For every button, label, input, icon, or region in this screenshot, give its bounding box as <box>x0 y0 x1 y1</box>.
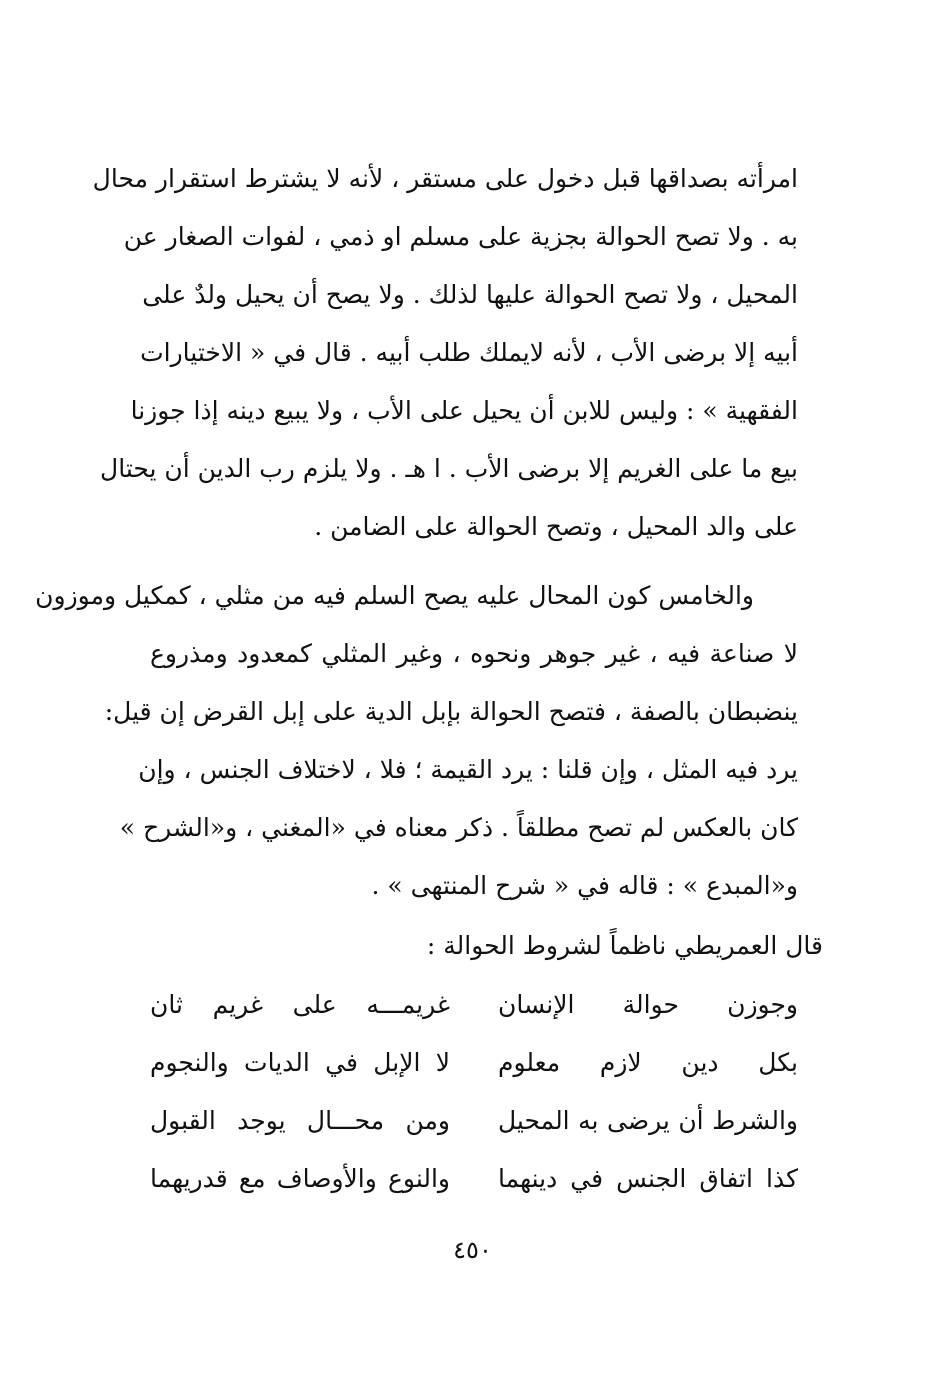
text-line: المحيل ، ولا تصح الحوالة عليها لذلك . ولا يصح أن يحيل ولدٌ على <box>142 280 798 309</box>
text-line: يرد فيه المثل ، وإن قلنا : يرد القيمة ؛ فلا ، لاختلاف الجنس ، وإن <box>138 755 798 784</box>
poem-second-hemistich: غريمـــه على غريم ثان <box>150 990 450 1019</box>
poem-first-hemistich: والشرط أن يرضى به المحيل <box>498 1106 798 1135</box>
poem-second-hemistich: والنوع والأوصاف مع قدريهما <box>150 1164 450 1193</box>
poem-first-hemistich: وجوزن حوالة الإنسان <box>498 990 798 1019</box>
page-number: ٤٥٠ <box>453 1236 492 1264</box>
poem-second-hemistich: ومن محـــال يوجد القبول <box>150 1106 450 1135</box>
poem-verse <box>150 1034 798 1092</box>
text-line: لا صناعة فيه ، غير جوهر ونحوه ، وغير المثلي كمعدود ومذروع <box>150 639 798 668</box>
text-line: الفقهية » : وليس للابن أن يحيل على الأب ، ولا يبيع دينه إذا جوزنا <box>130 396 798 425</box>
poem-verse <box>150 1150 798 1208</box>
poem-first-hemistich: بكل دين لازم معلوم <box>498 1048 798 1077</box>
text-line: والخامس كون المحال عليه يصح السلم فيه من مثلي ، كمكيل وموزون <box>35 581 754 610</box>
text-line: و«المبدع » : قاله في « شرح المنتهى » . <box>371 871 798 900</box>
text-line: ينضبطان بالصفة ، فتصح الحوالة بإبل الدية على إبل القرض إن قيل: <box>104 697 798 726</box>
poem-verse <box>150 1092 798 1150</box>
poem-intro: قال العمريطي ناظماً لشروط الحوالة : <box>426 931 823 960</box>
poem-verse <box>150 976 798 1034</box>
paragraph-1 <box>92 150 798 556</box>
text-line: امرأته بصداقها قبل دخول على مستقر ، لأنه لا يشترط استقرار محال <box>92 164 798 193</box>
poem <box>150 976 798 1208</box>
text-line: بيع ما على الغريم إلا برضى الأب . ا هـ . ولا يلزم رب الدين أن يحتال <box>100 454 798 483</box>
text-line: كان بالعكس لم تصح مطلقاً . ذكر معناه في «المغني ، و«الشرح » <box>119 813 798 842</box>
poem-first-hemistich: كذا اتفاق الجنس في دينهما <box>498 1164 798 1193</box>
text-line: على والد المحيل ، وتصح الحوالة على الضامن . <box>314 512 798 541</box>
poem-second-hemistich: لا الإبل في الديات والنجوم <box>150 1048 450 1077</box>
paragraph-2 <box>35 567 798 915</box>
text-line: به . ولا تصح الحوالة بجزية على مسلم او ذمي ، لفوات الصغار عن <box>123 222 798 251</box>
text-line: أبيه إلا برضى الأب ، لأنه لايملك طلب أبيه . قال في « الاختيارات <box>140 338 798 367</box>
